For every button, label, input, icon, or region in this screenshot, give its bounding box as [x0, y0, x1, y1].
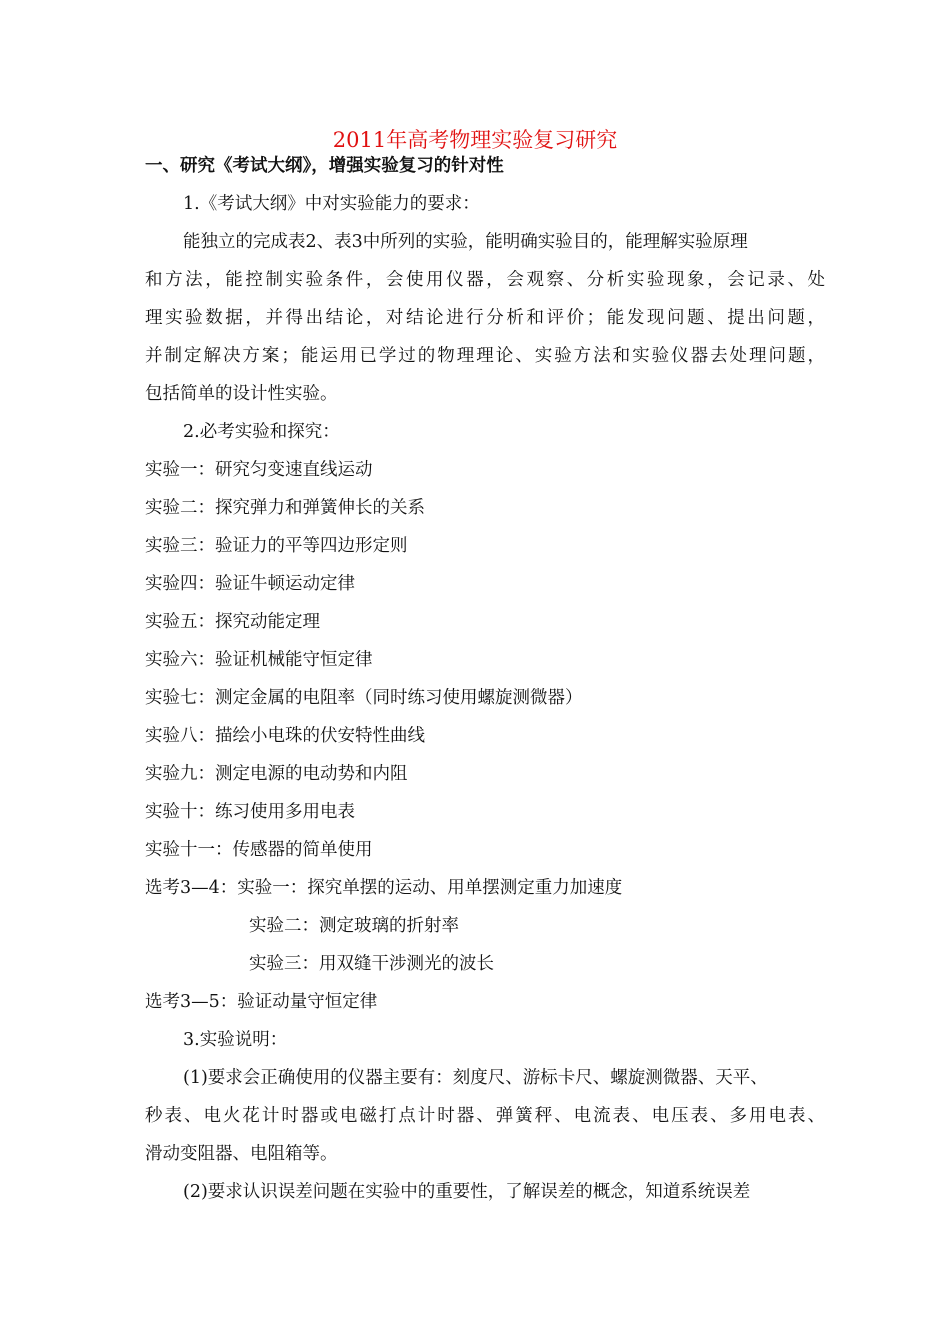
paragraph-line: 能独立的完成表2、表3中所列的实验，能明确实验目的，能理解实验原理	[183, 232, 748, 252]
experiment-item: 实验三：验证力的平等四边形定则	[145, 536, 408, 556]
section-heading-1: 一、研究《考试大纲》，增强实验复习的针对性	[145, 156, 504, 176]
experiment-item: 实验七：测定金属的电阻率（同时练习使用螺旋测微器）	[145, 688, 583, 708]
paragraph-line: 和方法，能控制实验条件，会使用仪器，会观察、分析实验现象，会记录、处	[145, 270, 825, 290]
experiment-item: 实验九：测定电源的电动势和内阻	[145, 764, 408, 784]
experiment-item: 实验一：研究匀变速直线运动	[145, 460, 373, 480]
elective-item: 实验二：测定玻璃的折射率	[249, 916, 459, 936]
paragraph-line: 秒表、电火花计时器或电磁打点计时器、弹簧秤、电流表、电压表、多用电表、	[145, 1106, 825, 1126]
subsection-title-3: 3.实验说明：	[183, 1030, 288, 1050]
paragraph-line: (2)要求认识误差问题在实验中的重要性，了解误差的概念，知道系统误差	[183, 1182, 751, 1202]
experiment-item: 实验二：探究弹力和弹簧伸长的关系	[145, 498, 425, 518]
experiment-item: 实验四：验证牛顿运动定律	[145, 574, 355, 594]
paragraph-line: (1)要求会正确使用的仪器主要有：刻度尺、游标卡尺、螺旋测微器、天平、	[183, 1068, 768, 1088]
elective-item: 实验三：用双缝干涉测光的波长	[249, 954, 494, 974]
paragraph-line: 并制定解决方案；能运用已学过的物理理论、实验方法和实验仪器去处理问题，	[145, 346, 825, 366]
paragraph-line: 理实验数据，并得出结论，对结论进行分析和评价；能发现问题、提出问题，	[145, 308, 825, 328]
document-title: 2011年高考物理实验复习研究	[332, 128, 618, 152]
experiment-item: 实验十：练习使用多用电表	[145, 802, 355, 822]
experiment-item: 实验六：验证机械能守恒定律	[145, 650, 373, 670]
experiment-item: 实验八：描绘小电珠的伏安特性曲线	[145, 726, 425, 746]
experiment-item: 实验十一：传感器的简单使用	[145, 840, 373, 860]
elective-item: 选考3—5：验证动量守恒定律	[145, 992, 378, 1012]
subsection-title-1: 1.《考试大纲》中对实验能力的要求：	[183, 194, 480, 214]
elective-item: 选考3—4：实验一：探究单摆的运动、用单摆测定重力加速度	[145, 878, 623, 898]
paragraph-line: 滑动变阻器、电阻箱等。	[145, 1144, 338, 1164]
subsection-title-2: 2.必考实验和探究：	[183, 422, 340, 442]
experiment-item: 实验五：探究动能定理	[145, 612, 320, 632]
paragraph-line: 包括简单的设计性实验。	[145, 384, 338, 404]
